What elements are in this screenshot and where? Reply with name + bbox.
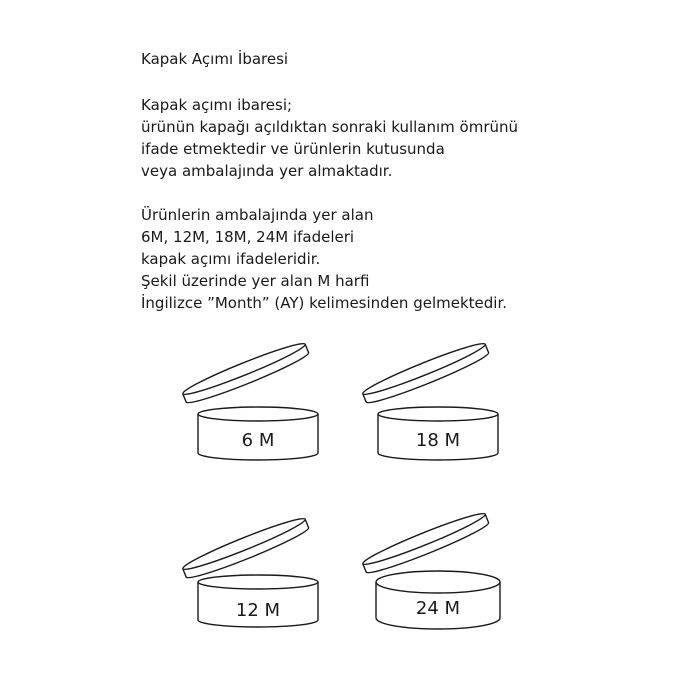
jar-lid bbox=[181, 514, 311, 583]
pao-12m-icon bbox=[181, 514, 318, 627]
text-line: veya ambalajında yer almaktadır. bbox=[141, 162, 393, 180]
pao-18m-icon bbox=[361, 339, 498, 460]
jar-lid bbox=[361, 509, 491, 578]
text-line: Kapak açımı ibaresi; bbox=[141, 96, 293, 114]
text-line: Ürünlerin ambalajında yer alan bbox=[141, 206, 374, 224]
pao-24m-icon bbox=[361, 509, 500, 629]
text-line: Şekil üzerinde yer alan M harfi bbox=[141, 272, 370, 290]
text-line: 6M, 12M, 18M, 24M ifadeleri bbox=[141, 228, 355, 246]
jar-label: 24 M bbox=[415, 598, 461, 619]
jar-label: 6 M bbox=[241, 430, 275, 451]
jar-lid bbox=[181, 339, 311, 408]
page-title: Kapak Açımı İbaresi bbox=[141, 50, 289, 68]
text-line: kapak açımı ifadeleridir. bbox=[141, 250, 321, 268]
text-line: İngilizce ”Month” (AY) kelimesinden gelmektedir. bbox=[141, 294, 507, 312]
jar-lid bbox=[361, 339, 491, 408]
text-line: ürünün kapağı açıldıktan sonraki kullanım ömrünü bbox=[141, 118, 519, 136]
jar-label: 12 M bbox=[235, 600, 281, 621]
text-line: ifade etmektedir ve ürünlerin kutusunda bbox=[141, 140, 445, 158]
jar-label: 18 M bbox=[415, 430, 461, 451]
pao-6m-icon bbox=[181, 339, 318, 460]
